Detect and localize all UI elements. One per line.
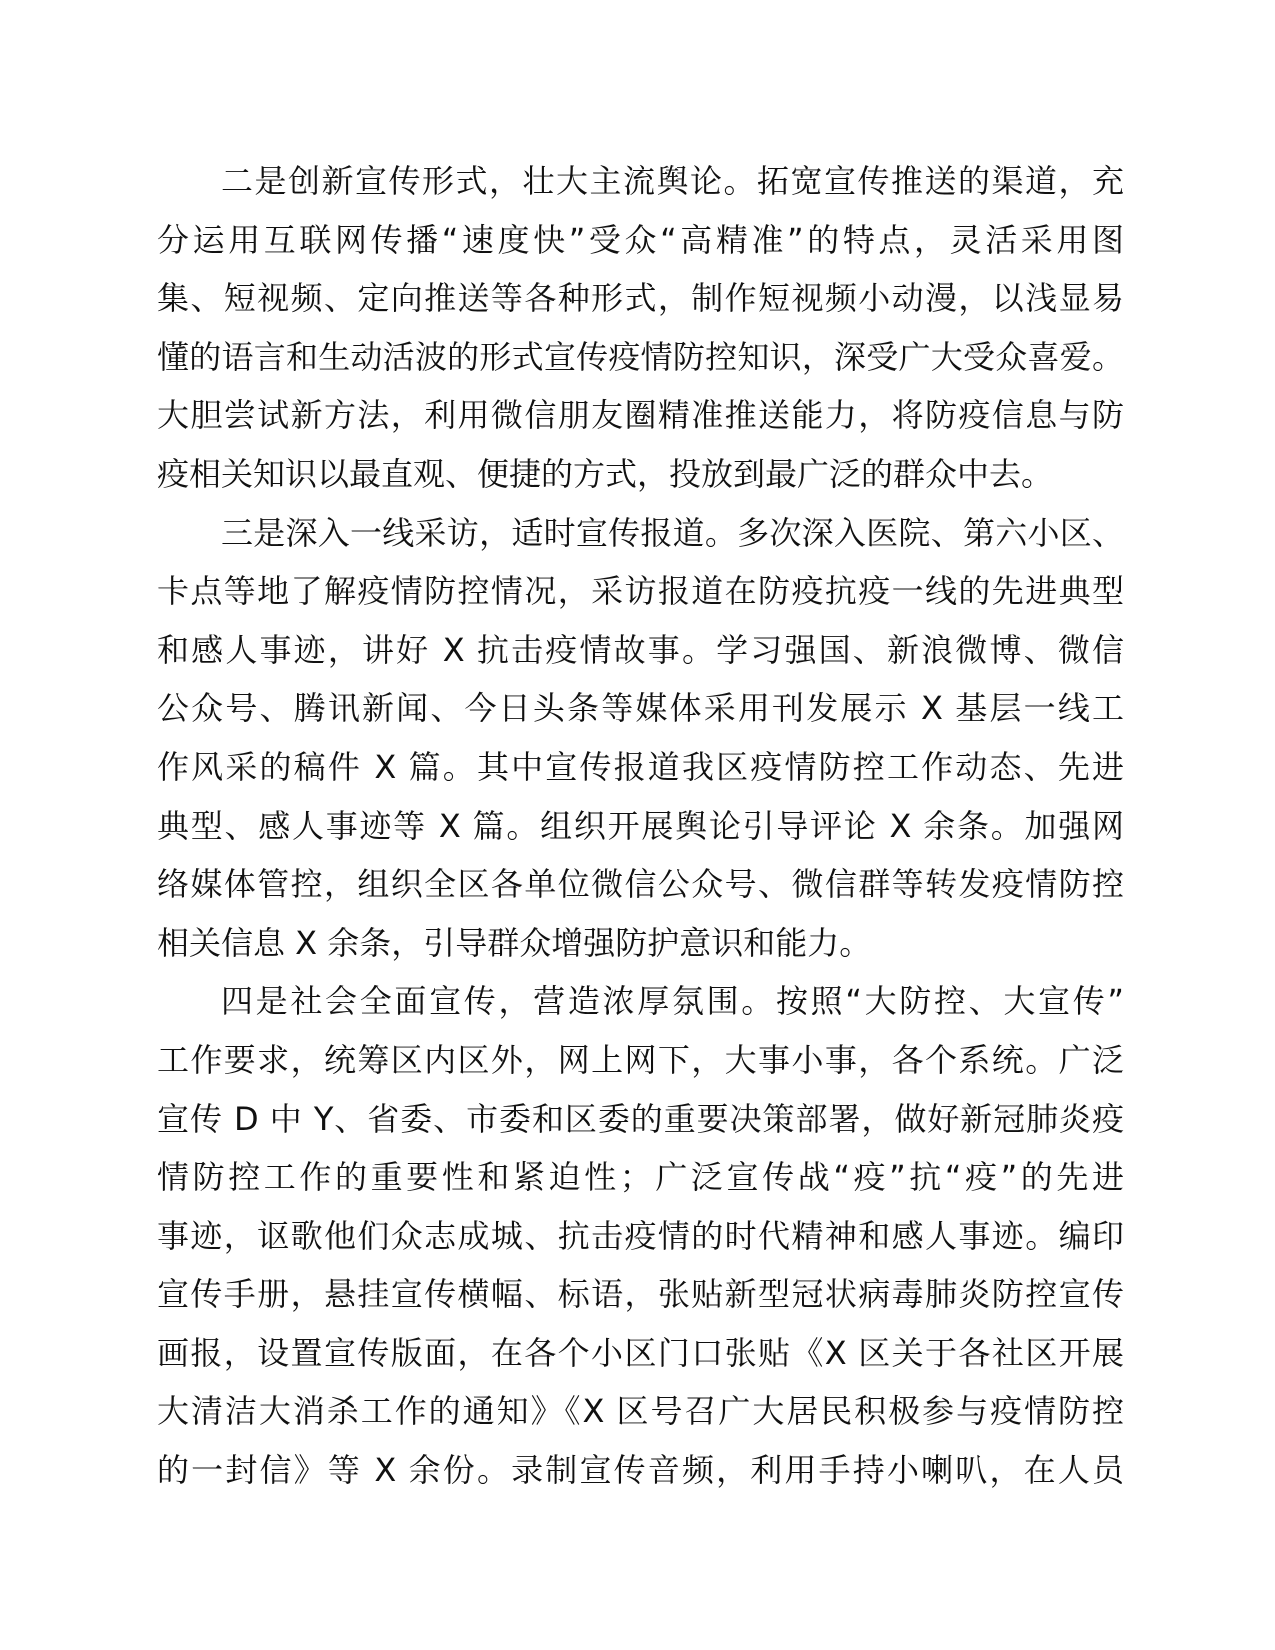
- paragraph-line: 二是创新宣传形式，壮大主流舆论。拓宽宣传推送的渠道，充: [221, 162, 1124, 200]
- paragraph-line: 宣传 D 中 Y、省委、市委和区委的重要决策部署，做好新冠肺炎疫: [157, 1099, 1124, 1138]
- paragraph-3: [157, 972, 1124, 1499]
- paragraph-line: 大清洁大消杀工作的通知》《X 区号召广大居民积极参与疫情防控: [157, 1392, 1124, 1431]
- paragraph-line: 分运用互联网传播“速度快”受众“高精准”的特点，灵活采用图: [157, 220, 1124, 259]
- paragraph-line: 懂的语言和生动活波的形式宣传疫情防控知识，深受广大受众喜爱。: [157, 337, 1124, 376]
- paragraph-line: 典型、感人事迹等 X 篇。组织开展舆论引导评论 X 余条。加强网: [157, 806, 1124, 845]
- paragraph-line: 络媒体管控，组织全区各单位微信公众号、微信群等转发疫情防控: [157, 865, 1124, 904]
- paragraph-line: 四是社会全面宣传，营造浓厚氛围。按照“大防控、大宣传”: [221, 982, 1124, 1021]
- paragraph-line: 三是深入一线采访，适时宣传报道。多次深入医院、第六小区、: [221, 513, 1124, 552]
- paragraph-line: 工作要求，统筹区内区外，网上网下，大事小事，各个系统。广泛: [157, 1040, 1124, 1079]
- paragraph-line: 疫相关知识以最直观、便捷的方式，投放到最广泛的群众中去。: [157, 454, 1054, 493]
- paragraph-2: [157, 504, 1124, 973]
- document-body: [157, 152, 1124, 1500]
- paragraph-line: 相关信息 X 余条，引导群众增强防护意识和能力。: [157, 923, 872, 962]
- paragraph-line: 公众号、腾讯新闻、今日头条等媒体采用刊发展示 X 基层一线工: [157, 689, 1124, 728]
- paragraph-line: 作风采的稿件 X 篇。其中宣传报道我区疫情防控工作动态、先进: [157, 747, 1124, 786]
- paragraph-line: 情防控工作的重要性和紧迫性；广泛宣传战“疫”抗“疫”的先进: [157, 1158, 1124, 1197]
- paragraph-line: 画报，设置宣传版面，在各个小区门口张贴《X 区关于各社区开展: [157, 1333, 1124, 1372]
- paragraph-line: 卡点等地了解疫情防控情况，采访报道在防疫抗疫一线的先进典型: [157, 572, 1124, 611]
- paragraph-line: 和感人事迹，讲好 X 抗击疫情故事。学习强国、新浪微博、微信: [157, 630, 1124, 669]
- paragraph-line: 的一封信》等 X 余份。录制宣传音频，利用手持小喇叭，在人员: [157, 1451, 1124, 1490]
- paragraph-line: 事迹，讴歌他们众志成城、抗击疫情的时代精神和感人事迹。编印: [157, 1216, 1124, 1255]
- paragraph-line: 集、短视频、定向推送等各种形式，制作短视频小动漫，以浅显易: [157, 279, 1124, 318]
- paragraph-line: 宣传手册，悬挂宣传横幅、标语，张贴新型冠状病毒肺炎防控宣传: [157, 1275, 1124, 1314]
- paragraph-line: 大胆尝试新方法，利用微信朋友圈精准推送能力，将防疫信息与防: [157, 396, 1124, 435]
- paragraph-1: [157, 152, 1124, 504]
